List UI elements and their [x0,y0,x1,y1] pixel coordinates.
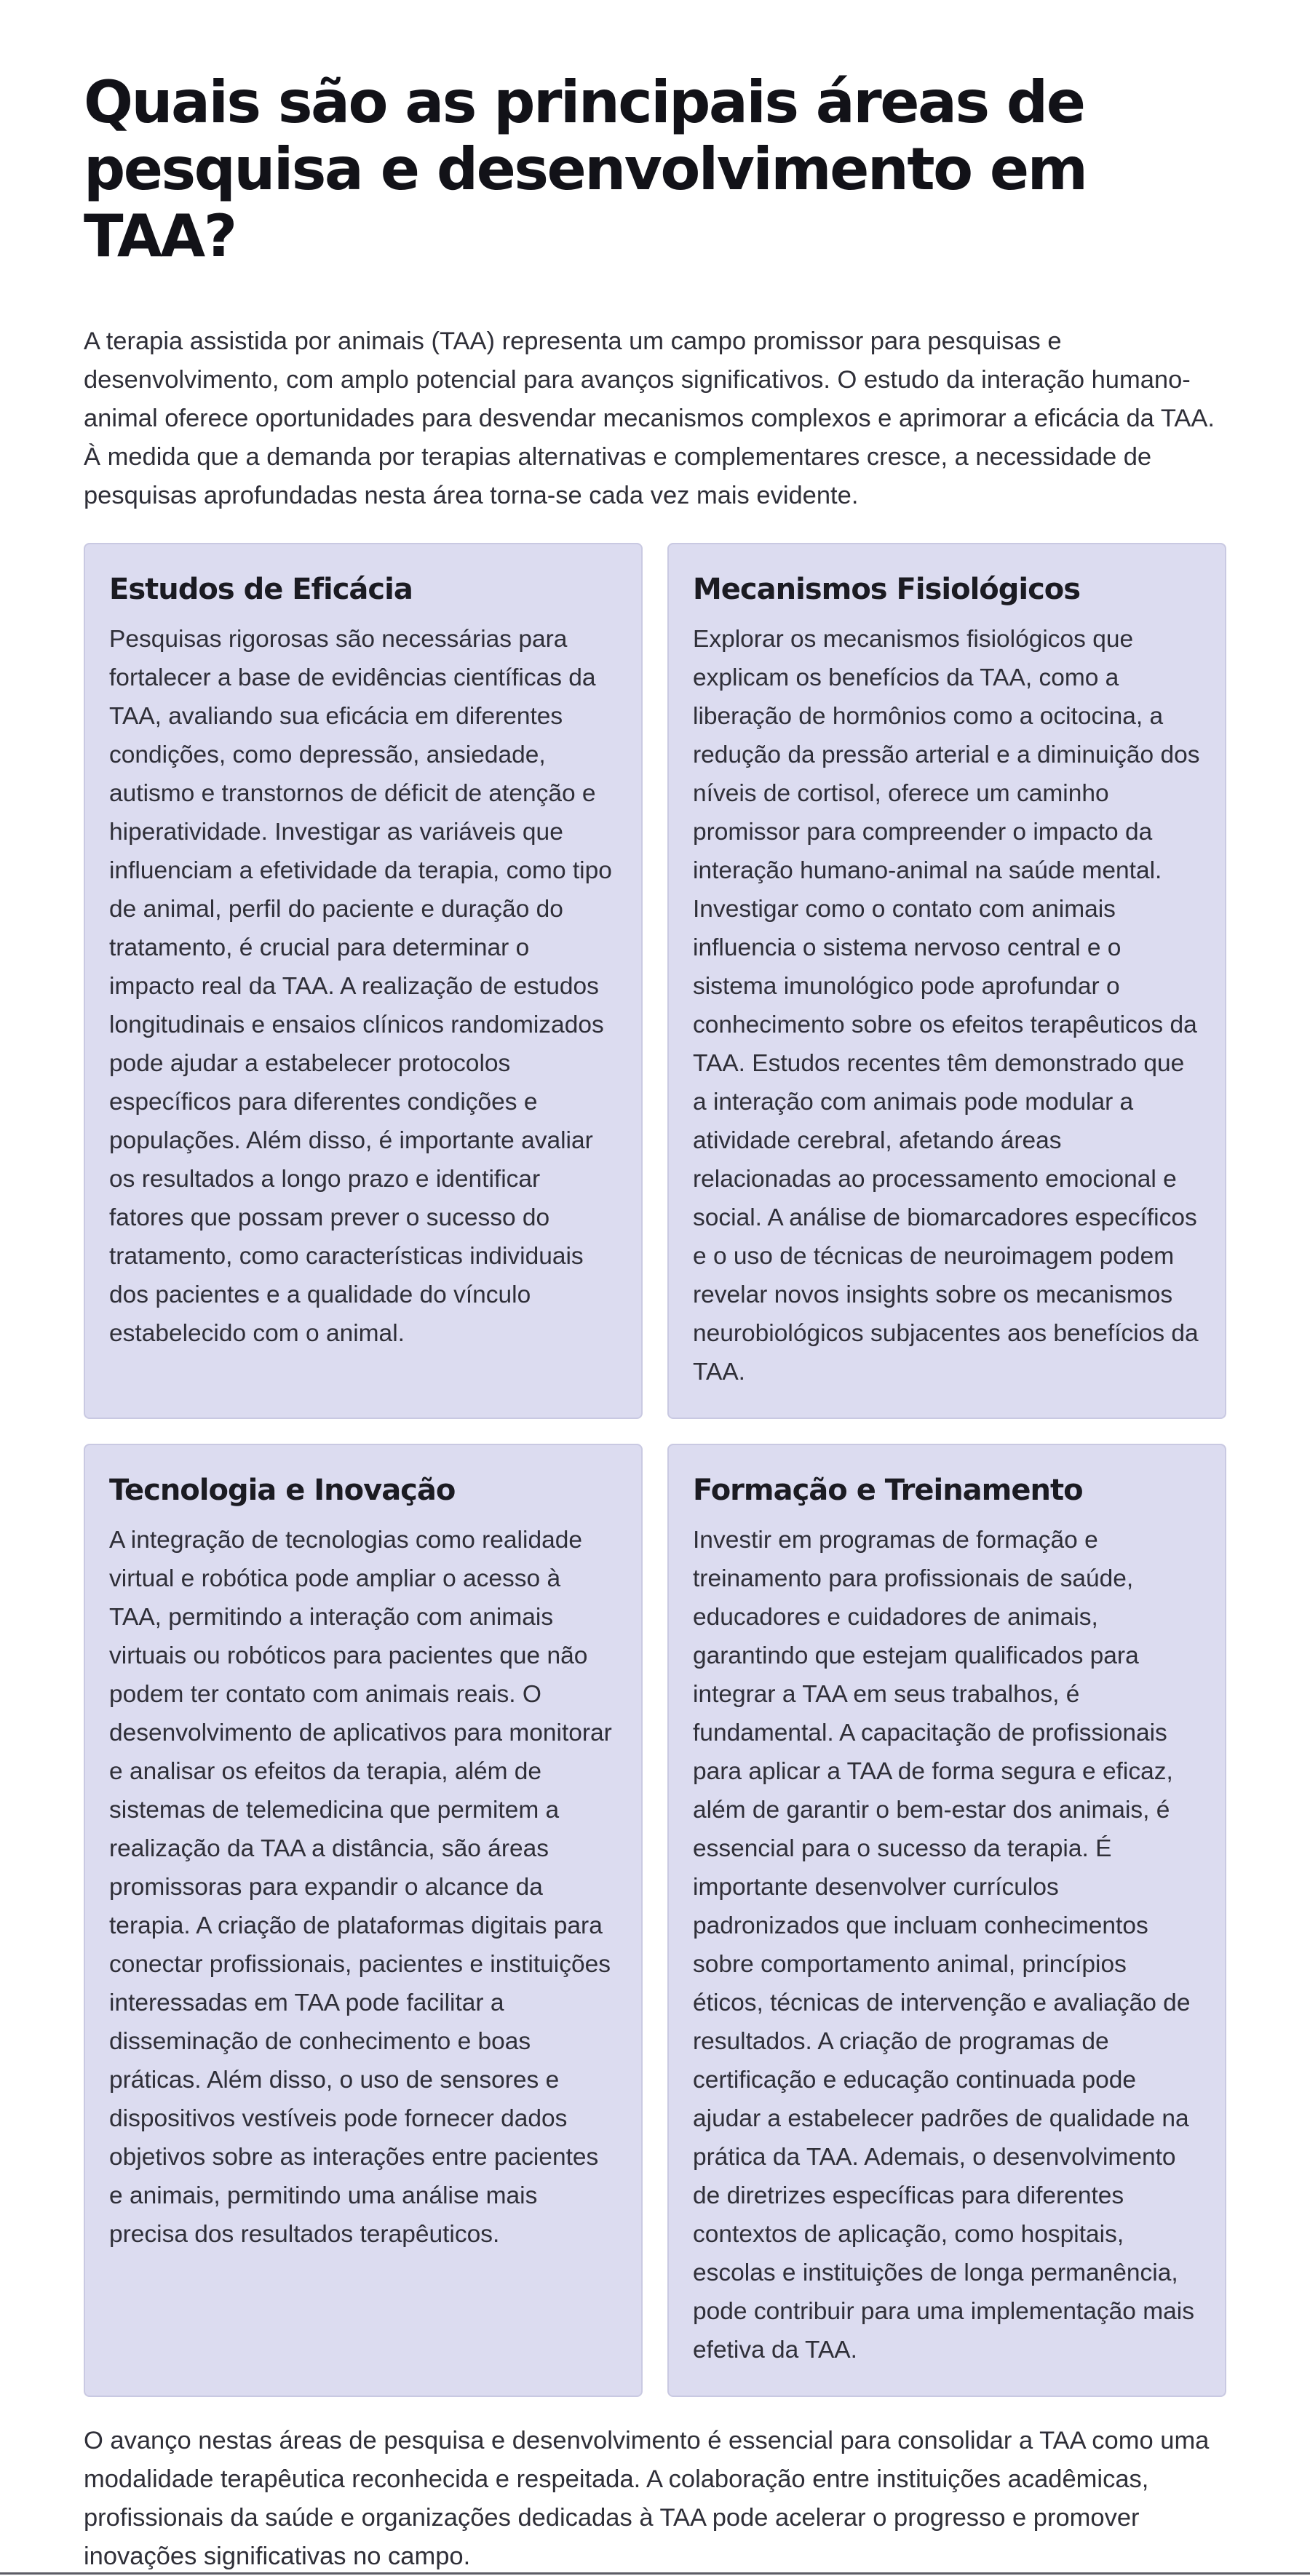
page-title: Quais são as principais áreas de pesquisa e desenvolvimento em TAA? [84,68,1087,270]
card-efficacy-studies [84,543,643,1419]
card-body: Explorar os mecanismos fisiológicos que explicam os benefícios da TAA, como a liberação de hormônios como a ocitocina, a redução da pressão arterial e a diminuição dos níveis de cortisol, oferece um caminho promissor para compreender o impacto da interação humano-animal na saúde mental. Investigar como o contato com animais influencia o sistema nervoso central e o sistema imunológico pode aprofundar o conhecimento sobre os efeitos terapêuticos da TAA. Estudos recentes têm demonstrado que a interação com animais pode modular a atividade cerebral, afetando áreas relacionadas ao processamento emocional e social. A análise de biomarcadores específicos e o uso de técnicas de neuroimagem podem revelar novos insights sobre os mecanismos neurobiológicos subjacentes aos benefícios da TAA. [693,626,1200,1386]
card-title: Tecnologia e Inovação [109,1474,456,1507]
intro-paragraph: A terapia assistida por animais (TAA) representa um campo promissor para pesquisas e desenvolvimento, com amplo potencial para avanços significativos. O estudo da interação humano-animal oferece oportunidades para desvendar mecanismos complexos e aprimorar a eficácia da TAA. À medida que a demanda por terapias alternativas e complementares cresce, a necessidade de pesquisas aprofundadas nesta área torna-se cada vez mais evidente. [84,327,1215,509]
card-training [667,1444,1226,2397]
card-physiological-mechanisms [667,543,1226,1419]
card-technology-innovation [84,1444,643,2397]
card-title: Formação e Treinamento [693,1474,1083,1507]
document-page [84,69,1226,2576]
outro-paragraph: O avanço nestas áreas de pesquisa e desenvolvimento é essencial para consolidar a TAA como uma modalidade terapêutica reconhecida e respeitada. A colaboração entre instituições acadêmicas, profissionais da saúde e organizações dedicadas à TAA pode acelerar o progresso e promover inovações significativas no campo. [84,2427,1210,2570]
card-title: Mecanismos Fisiológicos [693,573,1081,606]
card-body: A integração de tecnologias como realidade virtual e robótica pode ampliar o acesso à TAA, permitindo a interação com animais virtuais ou robóticos para pacientes que não podem ter contato com animais reais. O desenvolvimento de aplicativos para monitorar e analisar os efeitos da terapia, além de sistemas de telemedicina que permitem a realização da TAA a distância, são áreas promissoras para expandir o alcance da terapia. A criação de plataformas digitais para conectar profissionais, pacientes e instituições interessadas em TAA pode facilitar a disseminação de conhecimento e boas práticas. Além disso, o uso de sensores e dispositivos vestíveis pode fornecer dados objetivos sobre as interações entre pacientes e animais, permitindo uma análise mais precisa dos resultados terapêuticos. [109,1527,612,2248]
card-body: Pesquisas rigorosas são necessárias para fortalecer a base de evidências científicas da TAA, avaliando sua eficácia em diferentes condições, como depressão, ansiedade, autismo e transtornos de déficit de atenção e hiperatividade. Investigar as variáveis que influenciam a efetividade da terapia, como tipo de animal, perfil do paciente e duração do tratamento, é crucial para determinar o impacto real da TAA. A realização de estudos longitudinais e ensaios clínicos randomizados pode ajudar a estabelecer protocolos específicos para diferentes condições e populações. Além disso, é importante avaliar os resultados a longo prazo e identificar fatores que possam prever o sucesso do tratamento, como características individuais dos pacientes e a qualidade do vínculo estabelecido com o animal. [109,626,612,1347]
card-body: Investir em programas de formação e treinamento para profissionais de saúde, educadores e cuidadores de animais, garantindo que estejam qualificados para integrar a TAA em seus trabalhos, é fundamental. A capacitação de profissionais para aplicar a TAA de forma segura e eficaz, além de garantir o bem-estar dos animais, é essencial para o sucesso da terapia. É importante desenvolver currículos padronizados que incluam conhecimentos sobre comportamento animal, princípios éticos, técnicas de intervenção e avaliação de resultados. A criação de programas de certificação e educação continuada pode ajudar a estabelecer padrões de qualidade na prática da TAA. Ademais, o desenvolvimento de diretrizes específicas para diferentes contextos de aplicação, como hospitais, escolas e instituições de longa permanência, pode contribuir para uma implementação mais efetiva da TAA. [693,1527,1194,2364]
card-title: Estudos de Eficácia [109,573,413,606]
research-areas-grid [84,543,1226,2397]
